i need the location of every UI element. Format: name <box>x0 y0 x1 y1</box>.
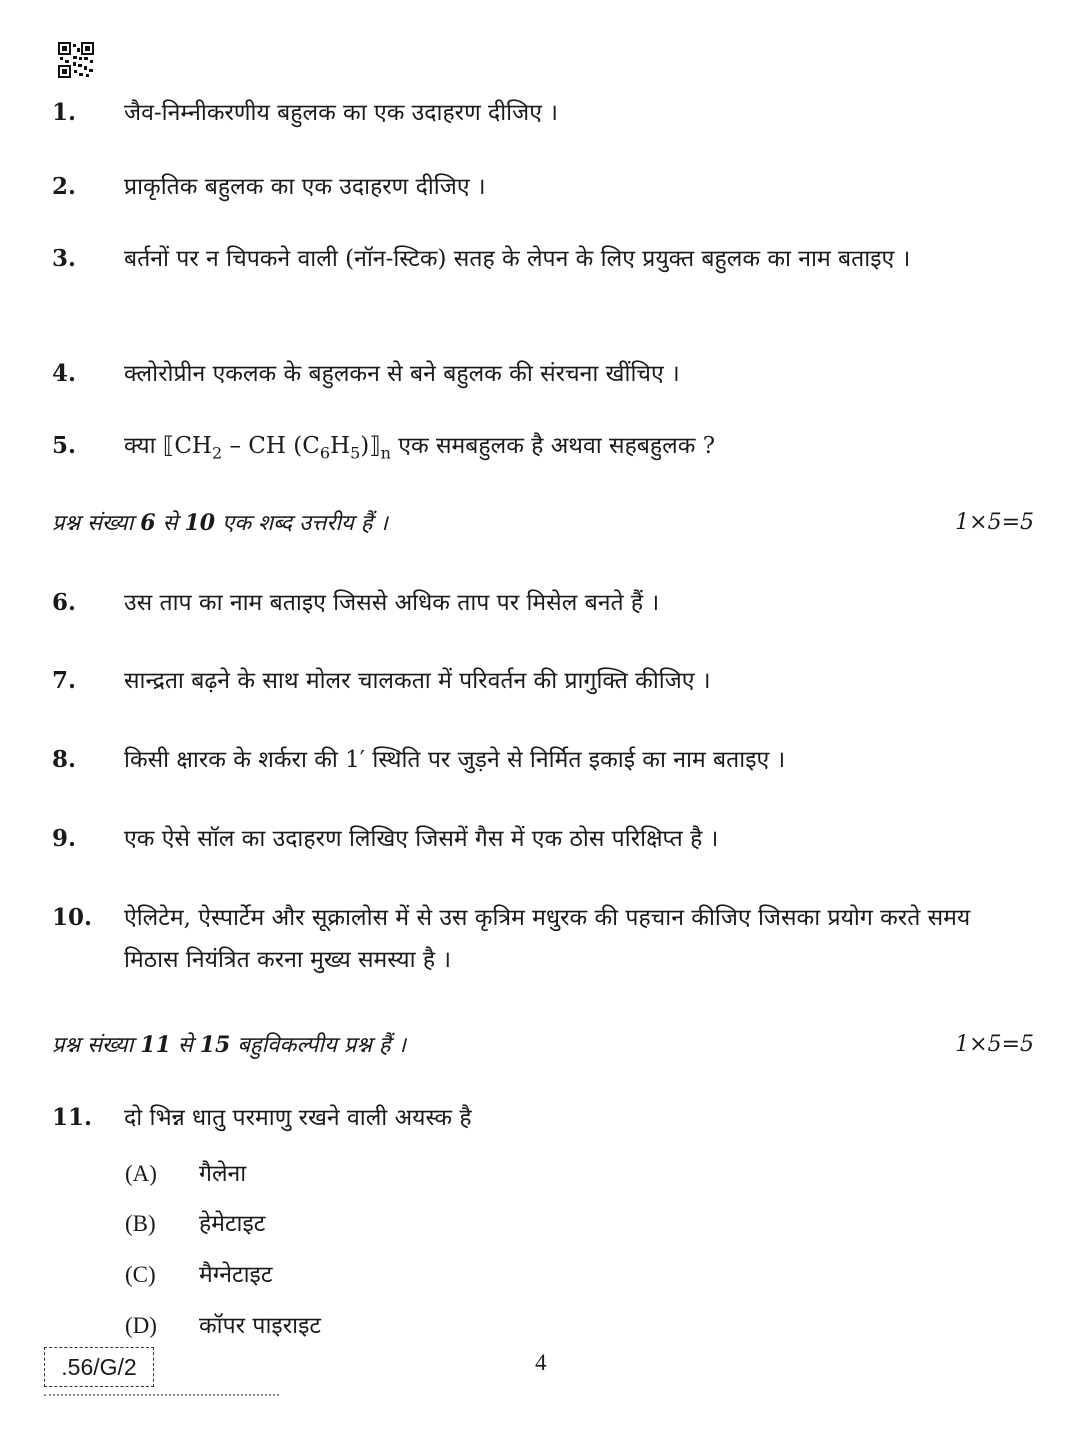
option-label: (B) <box>125 1211 156 1236</box>
question-number: 5. <box>52 432 77 459</box>
qr-code-icon <box>58 42 94 78</box>
section-num-b: 15 <box>199 1032 231 1058</box>
option-text: कॉपर पाइराइट <box>199 1313 321 1339</box>
option-a <box>125 1154 246 1194</box>
question-11 <box>52 1097 1042 1139</box>
section-heading-1 <box>52 503 1034 544</box>
formula-part: ) <box>360 433 370 459</box>
question-number: 8. <box>52 746 77 773</box>
formula-subscript-n: n <box>380 443 391 463</box>
question-5 <box>52 425 1042 475</box>
question-6 <box>52 582 1042 624</box>
page-number: 4 <box>535 1350 547 1375</box>
question-text-pre: क्या <box>124 433 156 459</box>
question-text-post: एक समबहुलक है अथवा सहबहुलक ? <box>398 433 716 459</box>
option-d <box>125 1306 321 1346</box>
question-3 <box>52 238 1042 280</box>
option-text: मैग्नेटाइट <box>199 1262 273 1288</box>
formula-subscript: 5 <box>350 443 361 463</box>
section-num-b: 10 <box>184 510 216 536</box>
formula-part: – CH (C <box>222 433 320 459</box>
section-text-post: एक शब्द उत्तरीय हैं । <box>215 511 388 536</box>
question-10 <box>52 897 1042 981</box>
option-label: (D) <box>125 1313 157 1338</box>
formula-part: CH <box>174 433 212 459</box>
section-text-mid: से <box>170 1033 200 1058</box>
section-marks: 1×5=5 <box>955 1032 1034 1057</box>
section-heading-2 <box>52 1025 1034 1066</box>
question-number: 4. <box>52 360 77 387</box>
bracket-right-icon: ⟧ <box>369 433 381 459</box>
question-9 <box>52 818 1042 860</box>
question-number: 11. <box>52 1104 93 1131</box>
question-text: प्राकृतिक बहुलक का एक उदाहरण दीजिए । <box>124 174 486 200</box>
question-2 <box>52 166 1042 208</box>
section-marks: 1×5=5 <box>955 510 1034 535</box>
formula-subscript: 6 <box>319 443 331 463</box>
question-number: 2. <box>52 173 77 200</box>
question-text: बर्तनों पर न चिपकने वाली (नॉन-स्टिक) सतह के लेपन के लिए प्रयुक्त बहुलक का नाम बताइए । <box>124 246 911 272</box>
question-8 <box>52 739 1042 781</box>
section-text-pre: प्रश्न संख्या <box>52 1033 141 1058</box>
question-number: 9. <box>52 825 77 852</box>
question-text <box>124 425 1042 475</box>
question-7 <box>52 660 1042 702</box>
question-number: 6. <box>52 589 77 616</box>
section-text <box>52 1033 406 1058</box>
section-text <box>52 511 388 536</box>
question-text: ऐलिटेम, ऐस्पार्टेम और सूक्रालोस में से उस कृत्रिम मधुरक की पहचान कीजिए जिसका प्रयोग करते समय मिठास नियंत्रित करना मुख्य समस्या है । <box>124 905 971 973</box>
question-text: दो भिन्न धातु परमाणु रखने वाली अयस्क है <box>124 1105 472 1131</box>
question-text: सान्द्रता बढ़ने के साथ मोलर चालकता में परिवर्तन की प्रागुक्ति कीजिए । <box>124 668 711 694</box>
question-text: जैव-निम्नीकरणीय बहुलक का एक उदाहरण दीजिए । <box>124 100 558 126</box>
question-4 <box>52 353 1042 395</box>
section-text-pre: प्रश्न संख्या <box>52 511 141 536</box>
section-text-mid: से <box>155 511 185 536</box>
question-text: किसी क्षारक के शर्करा की 1′ स्थिति पर जुड़ने से निर्मित इकाई का नाम बताइए । <box>124 747 786 773</box>
section-num-a: 11 <box>140 1032 171 1058</box>
question-number: 1. <box>52 99 77 126</box>
option-label: (A) <box>125 1161 157 1186</box>
question-number: 7. <box>52 667 77 694</box>
question-text: क्लोरोप्रीन एकलक के बहुलकन से बने बहुलक की संरचना खींचिए । <box>124 361 680 387</box>
paper-code-box: .56/G/2 <box>44 1347 154 1387</box>
polymer-formula <box>162 433 398 463</box>
section-num-a: 6 <box>140 510 156 536</box>
footer-dotted-rule <box>44 1394 279 1396</box>
option-label: (C) <box>125 1262 156 1287</box>
question-text: एक ऐसे सॉल का उदाहरण लिखिए जिसमें गैस में एक ठोस परिक्षिप्त है । <box>124 826 719 852</box>
question-1 <box>52 92 1042 134</box>
formula-subscript: 2 <box>211 443 223 463</box>
question-number: 10. <box>52 904 93 931</box>
bracket-left-icon: ⟦ <box>162 433 175 459</box>
formula-part: H <box>330 433 351 459</box>
question-text: उस ताप का नाम बताइए जिससे अधिक ताप पर मिसेल बनते हैं । <box>124 590 660 616</box>
section-text-post: बहुविकल्पीय प्रश्न हैं । <box>230 1033 406 1058</box>
option-b <box>125 1204 265 1244</box>
option-text: गैलेना <box>199 1161 247 1187</box>
question-number: 3. <box>52 245 77 272</box>
option-text: हेमेटाइट <box>199 1211 266 1237</box>
option-c <box>125 1255 272 1295</box>
